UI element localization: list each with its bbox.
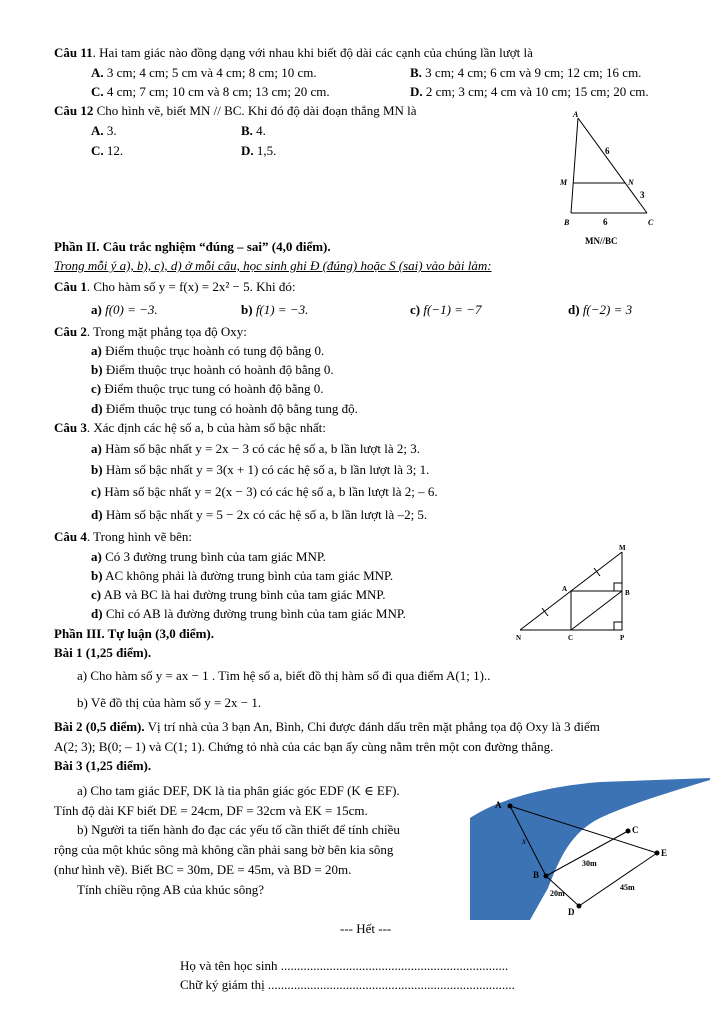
tf3-item-d: d) Hàm số bậc nhất y = 5 − 2x có các hệ số a, b lần lượt là –2; 5.	[91, 507, 428, 522]
fig-river-length-de: 45m	[620, 883, 635, 892]
q12-option-a: A. 3.	[91, 123, 117, 138]
fig12-length-bc: 6	[603, 217, 608, 227]
river-width-figure	[470, 778, 710, 920]
fig4-label-c: C	[568, 634, 574, 642]
q12-option-d: D. 1,5.	[241, 143, 277, 158]
part-2-instructions: Trong mỗi ý a), b), c), d) ở mỗi câu, học sinh ghi Đ (đúng) hoặc S (sai) vào bài làm:	[54, 258, 492, 273]
fig12-label-a: A	[573, 110, 579, 119]
exercise-1-a: a) Cho hàm số y = ax − 1 . Tìm hệ số a, biết đồ thị hàm số đi qua điểm A(1; 1)..	[77, 668, 491, 683]
tf1-item-c: c) f(−1) = −7	[410, 302, 482, 317]
q11-option-b: B. 3 cm; 4 cm; 6 cm và 9 cm; 12 cm; 16 cm.	[410, 65, 642, 80]
exercise-1-title: Bài 1 (1,25 điểm).	[54, 645, 152, 660]
fig4-label-a: A	[562, 585, 568, 593]
q12-option-b: B. 4.	[241, 123, 266, 138]
fig4-label-n: N	[516, 634, 522, 642]
tf4-item-b: b) AC không phải là đường trung bình của tam giác MNP.	[91, 568, 394, 583]
end-marker: --- Hết ---	[340, 921, 392, 936]
tf4-item-a: a) Có 3 đường trung bình của tam giác MNP.	[91, 549, 326, 564]
q11-option-c: C. 4 cm; 7 cm; 10 cm và 8 cm; 13 cm; 20 cm.	[91, 84, 330, 99]
student-name-line: Họ và tên học sinh ......................................................................	[180, 958, 509, 973]
fig12-length-an: 6	[605, 146, 610, 156]
part-2-title: Phần II. Câu trắc nghiệm “đúng – sai” (4,0 điểm).	[54, 239, 331, 254]
fig12-caption: MN//BC	[585, 236, 618, 246]
exercise-3-b-line-4: Tính chiều rộng AB của khúc sông?	[77, 882, 265, 897]
tf-question-4-stem: Câu 4. Trong hình vẽ bên:	[54, 529, 192, 544]
question-11-label: Câu 11	[54, 45, 93, 60]
q11-option-a: A. 3 cm; 4 cm; 5 cm và 4 cm; 8 cm; 10 cm.	[91, 65, 317, 80]
tf2-item-c: c) Điểm thuộc trục tung có hoành độ bằng 0.	[91, 381, 324, 396]
exercise-3-b-line-2: rộng của một khúc sông mà không cần phải sang bờ bên kia sông	[54, 842, 394, 857]
fig-river-label-c: C	[632, 825, 639, 835]
tf-question-2-stem: Câu 2. Trong mặt phẳng tọa độ Oxy:	[54, 324, 247, 339]
fig-river-label-d: D	[568, 907, 575, 917]
fig12-label-n: N	[628, 178, 634, 187]
exercise-1-b: b) Vẽ đồ thị của hàm số y = 2x − 1.	[77, 695, 262, 710]
fig-river-length-bd: 20m	[550, 889, 565, 898]
fig12-label-c: C	[648, 218, 654, 227]
exercise-2-line-1: Bài 2 (0,5 điểm). Vị trí nhà của 3 bạn An, Bình, Chi được đánh dấu trên mặt phẳng tọa độ Oxy là 3 điểm	[54, 719, 600, 734]
fig-river-label-a: A	[495, 800, 502, 810]
tf3-item-a: a) Hàm số bậc nhất y = 2x − 3 có các hệ số a, b lần lượt là 2; 3.	[91, 441, 420, 456]
q11-option-d: D. 2 cm; 3 cm; 4 cm và 10 cm; 15 cm; 20 cm.	[410, 84, 649, 99]
part-3-title: Phần III. Tự luận (3,0 điểm).	[54, 626, 214, 641]
exercise-3-b-line-1: b) Người ta tiến hành đo đạc các yếu tố cần thiết để tính chiều	[77, 822, 400, 837]
fig4-label-p: P	[620, 634, 625, 642]
exercise-2-line-2: A(2; 3); B(0; – 1) và C(1; 1). Chứng tỏ nhà của các bạn ấy cùng nằm trên một con đường thẳng.	[54, 739, 554, 754]
tf3-item-c: c) Hàm số bậc nhất y = 2(x − 3) có các hệ số a, b lần lượt là 2; – 6.	[91, 484, 438, 499]
tf1-item-b: b) f(1) = −3.	[241, 302, 309, 317]
exercise-3-b-line-3: (như hình vẽ). Biết BC = 30m, DE = 45m, và BD = 20m.	[54, 862, 352, 877]
fig-river-unknown-x: x	[522, 836, 526, 846]
tf1-item-a: a) f(0) = −3.	[91, 302, 158, 317]
tf1-item-d: d) f(−2) = 3	[568, 302, 633, 317]
tf2-item-b: b) Điểm thuộc trục hoành có hoành độ bằng 0.	[91, 362, 334, 377]
fig-river-length-bc: 30m	[582, 859, 597, 868]
exercise-3-a-line-1: a) Cho tam giác DEF, DK là tia phân giác góc EDF (K ∈ EF).	[77, 783, 400, 798]
fig12-length-nc: 3	[640, 190, 645, 200]
fig12-label-m: M	[560, 178, 568, 187]
tf-question-3-stem: Câu 3. Xác định các hệ số a, b của hàm số bậc nhất:	[54, 420, 326, 435]
q12-option-c: C. 12.	[91, 143, 124, 158]
fig-river-label-e: E	[661, 848, 668, 858]
tf2-item-d: d) Điểm thuộc trục tung có hoành độ bằng tung độ.	[91, 401, 358, 416]
exercise-3-a-line-2: Tính độ dài KF biết DE = 24cm, DF = 32cm và EK = 15cm.	[54, 803, 368, 818]
question-12-label: Câu 12	[54, 103, 94, 118]
fig4-label-b: B	[625, 589, 630, 597]
exercise-3-title: Bài 3 (1,25 điểm).	[54, 758, 152, 773]
tf2-item-a: a) Điểm thuộc trục hoành có tung độ bằng 0.	[91, 343, 325, 358]
triangle-mnp-figure	[505, 540, 645, 645]
fig12-label-b: B	[564, 218, 570, 227]
fig-river-label-b: B	[533, 870, 540, 880]
invigilator-signature-line: Chữ ký giám thị ............................................................................	[180, 977, 515, 992]
tf-question-1-stem: Câu 1. Cho hàm số y = f(x) = 2x² − 5. Khi đó:	[54, 279, 296, 294]
fig4-label-m: M	[619, 544, 626, 552]
tf3-item-b: b) Hàm số bậc nhất y = 3(x + 1) có các hệ số a, b lần lượt là 3; 1.	[91, 462, 430, 477]
question-11-stem: Câu 11. Hai tam giác nào đồng dạng với nhau khi biết độ dài các cạnh của chúng lần lượt là	[54, 45, 533, 60]
tf4-item-d: d) Chỉ có AB là đường đường trung bình của tam giác MNP.	[91, 606, 406, 621]
tf4-item-c: c) AB và BC là hai đường trung bình của tam giác MNP.	[91, 587, 386, 602]
triangle-mn-bc-figure	[555, 108, 665, 248]
question-12-stem: Câu 12 Cho hình vẽ, biết MN // BC. Khi đó độ dài đoạn thẳng MN là	[54, 103, 417, 118]
